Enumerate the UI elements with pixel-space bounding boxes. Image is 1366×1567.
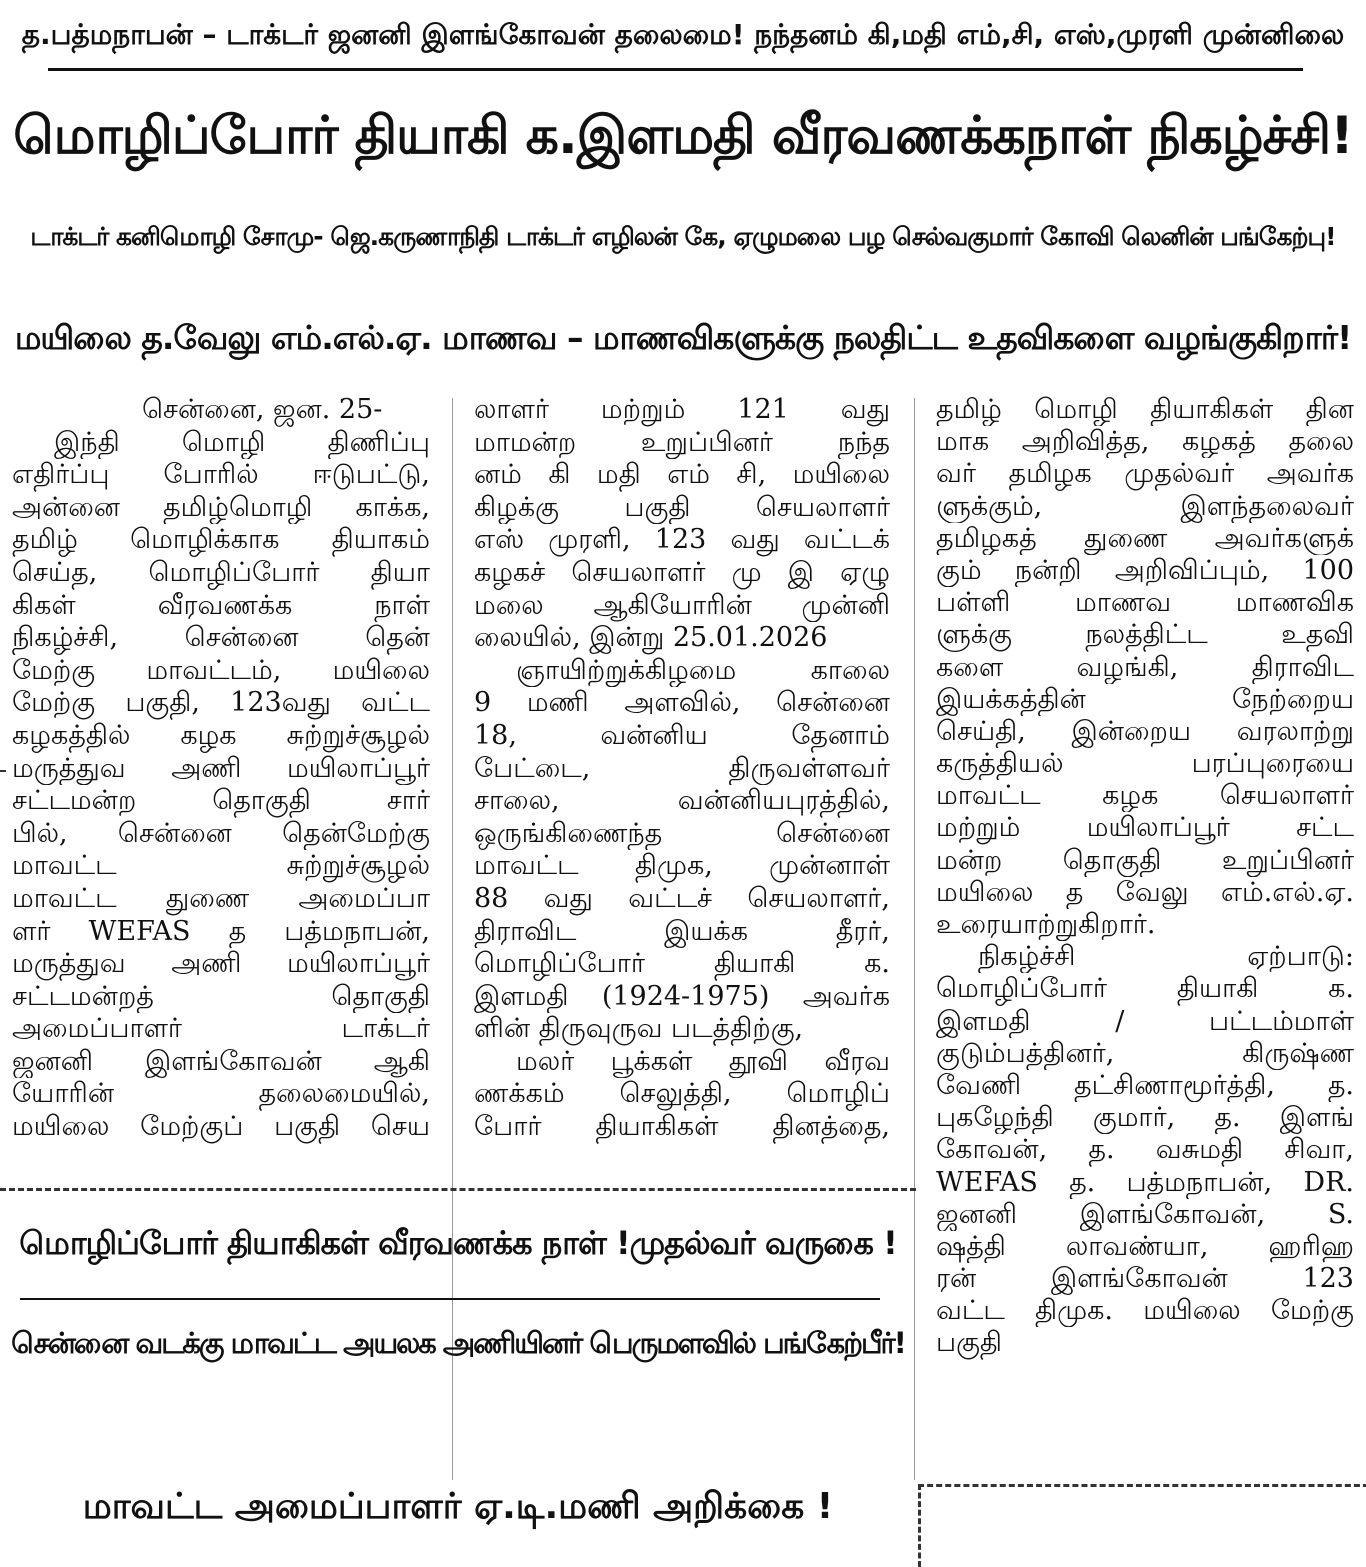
article-line: மொழிப்போர் தியாகி க. bbox=[936, 973, 1354, 1005]
article-line: இளமதி (1924-1975) அவர்க bbox=[474, 980, 890, 1012]
article-line: கிகள் வீரவணக்க நாள் bbox=[12, 589, 430, 621]
article-line: சட்டமன்ற தொகுதி சார் bbox=[12, 785, 430, 817]
article-line: யோரின் தலைமையில், bbox=[12, 1078, 430, 1110]
article-line: அமைப்பாளர் டாக்டர் bbox=[12, 1013, 430, 1045]
article-line: மாவட்ட திமுக, முன்னாள் bbox=[474, 850, 890, 882]
article-line: போர் தியாகிகள் தினத்தை, bbox=[474, 1111, 890, 1143]
article-line: குடும்பத்தினர், கிருஷ்ண bbox=[936, 1037, 1354, 1069]
dashed-separator bbox=[0, 1188, 916, 1191]
article-line: தமிழகத் துணை அவர்களுக் bbox=[936, 522, 1354, 554]
article-column-2 bbox=[474, 394, 890, 1144]
article-line: கழகத்தில் கழக சுற்றுச்சூழல் bbox=[12, 719, 430, 751]
article-line: ளுக்கும், இளந்தலைவர் bbox=[936, 490, 1354, 522]
article-line: வேணி தட்சிணாமூர்த்தி, த. bbox=[936, 1069, 1354, 1101]
article-line: லையில், இன்று 25.01.2026 bbox=[474, 622, 828, 654]
column-divider bbox=[452, 398, 453, 1480]
article-line: சட்டமன்றத் தொகுதி bbox=[12, 980, 430, 1012]
article-line: ரன் இளங்கோவன் 123 bbox=[936, 1263, 1354, 1295]
article-line: கருத்தியல் பரப்புரையை bbox=[936, 748, 1354, 780]
next-article-box bbox=[918, 1484, 1366, 1567]
article-line: உரையாற்றுகிறார். bbox=[936, 909, 1156, 940]
article-line: ஜனனி இளங்கோவன், S. bbox=[936, 1198, 1354, 1230]
article-line: மாவட்ட துணை அமைப்பா bbox=[12, 882, 430, 914]
notice-call-to-participate: சென்னை வடக்கு மாவட்ட அயலக அணியினர் பெருமளவில் பங்கேற்பீர்! bbox=[11, 1326, 905, 1360]
article-line: புகழேந்தி குமார், த. இளங் bbox=[936, 1102, 1354, 1134]
article-line: களை வழங்கி, திராவிட bbox=[936, 651, 1354, 683]
article-line: நிகழ்ச்சி, சென்னை தென் bbox=[12, 622, 430, 654]
article-line: மேற்கு மாவட்டம், மயிலை bbox=[12, 654, 430, 686]
article-line: மயிலை மேற்குப் பகுதி செய bbox=[12, 1111, 430, 1143]
article-line: ஒருங்கிணைந்த சென்னை bbox=[474, 817, 890, 849]
article-line: மலை ஆகியோரின் முன்னி bbox=[474, 589, 890, 621]
article-line: சாலை, வன்னியபுரத்தில், bbox=[474, 785, 890, 817]
article-line: கோவன், த. வசுமதி சிவா, bbox=[936, 1134, 1354, 1166]
article-line: மருத்துவ அணி மயிலாப்பூர் bbox=[12, 752, 430, 784]
article-line: மேற்கு பகுதி, 123வது வட்ட bbox=[12, 687, 430, 719]
article-column-1 bbox=[12, 394, 430, 1144]
article-line: செய்த, மொழிப்போர் தியா bbox=[12, 556, 430, 588]
article-line: வர் தமிழக முதல்வர் அவர்க bbox=[936, 458, 1354, 490]
article-line: பள்ளி மாணவ மாணவிக bbox=[936, 587, 1354, 619]
article-line: அன்னை தமிழ்மொழி காக்க, bbox=[12, 491, 430, 523]
article-line: நிகழ்ச்சி ஏற்பாடு: bbox=[978, 941, 1354, 973]
main-headline: மொழிப்போர் தியாகி க.இளமதி வீரவணக்கநாள் நிகழ்ச்சி! bbox=[13, 106, 1353, 166]
article-line: மற்றும் மயிலாப்பூர் சட்ட bbox=[936, 812, 1354, 844]
article-line: பேட்டை, திருவள்ளவர் bbox=[474, 752, 890, 784]
article-line: மாக அறிவித்த, கழகத் தலை bbox=[936, 426, 1354, 458]
article-line: மாமன்ற உறுப்பினர் நந்த bbox=[474, 426, 890, 458]
article-line: லாளர் மற்றும் 121 வது bbox=[474, 394, 890, 425]
article-line: 88 வது வட்டச் செயலாளர், bbox=[474, 882, 890, 914]
notice-headline: மொழிப்போர் தியாகிகள் வீரவணக்க நாள் !முதல்வர் வருகை ! bbox=[19, 1224, 897, 1262]
article-line: ளுக்கு நலத்திட்ட உதவி bbox=[936, 619, 1354, 651]
dateline: சென்னை, ஜன. 25- bbox=[142, 394, 383, 425]
article-line: செய்தி, இன்றைய வரலாற்று bbox=[936, 715, 1354, 747]
article-line: பில், சென்னை தென்மேற்கு bbox=[12, 817, 430, 849]
article-line: மன்ற தொகுதி உறுப்பினர் bbox=[936, 844, 1354, 876]
article-line: னம் கி மதி எம் சி, மயிலை bbox=[474, 459, 890, 491]
article-line: கழகச் செயலாளர் மு இ ஏழு bbox=[474, 556, 890, 588]
article-line: வட்ட திமுக. மயிலை மேற்கு bbox=[936, 1295, 1354, 1327]
kicker-headline: த.பத்மநாபன் – டாக்டர் ஜனனி இளங்கோவன் தலைமை! நந்தனம் கி,மதி எம்,சி, எஸ்,முரளி முன்னிலை bbox=[21, 18, 1345, 51]
article-line: திராவிட இயக்க தீரர், bbox=[474, 915, 890, 947]
article-line: இயக்கத்தின் நேற்றைய bbox=[936, 683, 1354, 715]
subheadline-welfare: மயிலை த.வேலு எம்.எல்.ஏ. மாணவ – மாணவிகளுக்கு நலதிட்ட உதவிகளை வழங்குகிறார்! bbox=[14, 318, 1352, 357]
column-divider bbox=[914, 398, 915, 1480]
article-line: ஷத்தி லாவண்யா, ஹரிஹ bbox=[936, 1230, 1354, 1262]
article-line: மருத்துவ அணி மயிலாப்பூர் bbox=[12, 948, 430, 980]
article-line: மயிலை த வேலு எம்.எல்.ஏ. bbox=[936, 876, 1354, 908]
article-line: இந்தி மொழி திணிப்பு bbox=[54, 426, 430, 458]
article-line: மொழிப்போர் தியாகி க. bbox=[474, 948, 890, 980]
article-line: ஞாயிற்றுக்கிழமை காலை bbox=[516, 654, 890, 686]
article-line: எதிர்ப்பு போரில் ஈடுபட்டு, bbox=[12, 459, 430, 491]
article-line: மலர் பூக்கள் தூவி வீரவ bbox=[516, 1045, 890, 1077]
article-line: 18, வன்னிய தேனாம் bbox=[474, 719, 890, 751]
article-line: தமிழ் மொழி தியாகிகள் தின bbox=[936, 394, 1354, 425]
article-line: WEFAS த. பத்மநாபன், DR. bbox=[936, 1166, 1354, 1198]
article-line: தமிழ் மொழிக்காக தியாகம் bbox=[12, 524, 430, 556]
article-line: மாவட்ட சுற்றுச்சூழல் bbox=[12, 850, 430, 882]
article-line: பகுதி bbox=[936, 1327, 1003, 1359]
article-line: ஜனனி இளங்கோவன் ஆகி bbox=[12, 1045, 430, 1077]
margin-mark bbox=[0, 770, 6, 772]
article-line: இளமதி / பட்டம்மாள் bbox=[936, 1005, 1354, 1037]
article-line: ணக்கம் செலுத்தி, மொழிப் bbox=[474, 1078, 890, 1110]
article-line: ளர் WEFAS த பத்மநாபன், bbox=[12, 915, 430, 947]
article-line: கும் நன்றி அறிவிப்பும், 100 bbox=[936, 554, 1354, 586]
notice-byline: மாவட்ட அமைப்பாளர் ஏ.டி.மணி அறிக்கை ! bbox=[82, 1486, 834, 1527]
kicker-underline bbox=[48, 68, 1303, 71]
article-column-3 bbox=[936, 394, 1354, 1360]
article-line: மாவட்ட கழக செயலாளர் bbox=[936, 780, 1354, 812]
article-line: 9 மணி அளவில், சென்னை bbox=[474, 687, 890, 719]
article-line: ளின் திருவுருவ படத்திற்கு, bbox=[474, 1013, 804, 1045]
article-line: கிழக்கு பகுதி செயலாளர் bbox=[474, 491, 890, 523]
subheadline-participants: டாக்டர் கனிமொழி சோமு- ஜெ.கருணாநிதி டாக்டர் எழிலன் கே, ஏழுமலை பழ செல்வகுமார் கோவி லெனின் பங்கேற்பு! bbox=[30, 222, 1336, 251]
article-line: எஸ் முரளி, 123 வது வட்டக் bbox=[474, 524, 890, 556]
notice-rule bbox=[20, 1298, 880, 1300]
